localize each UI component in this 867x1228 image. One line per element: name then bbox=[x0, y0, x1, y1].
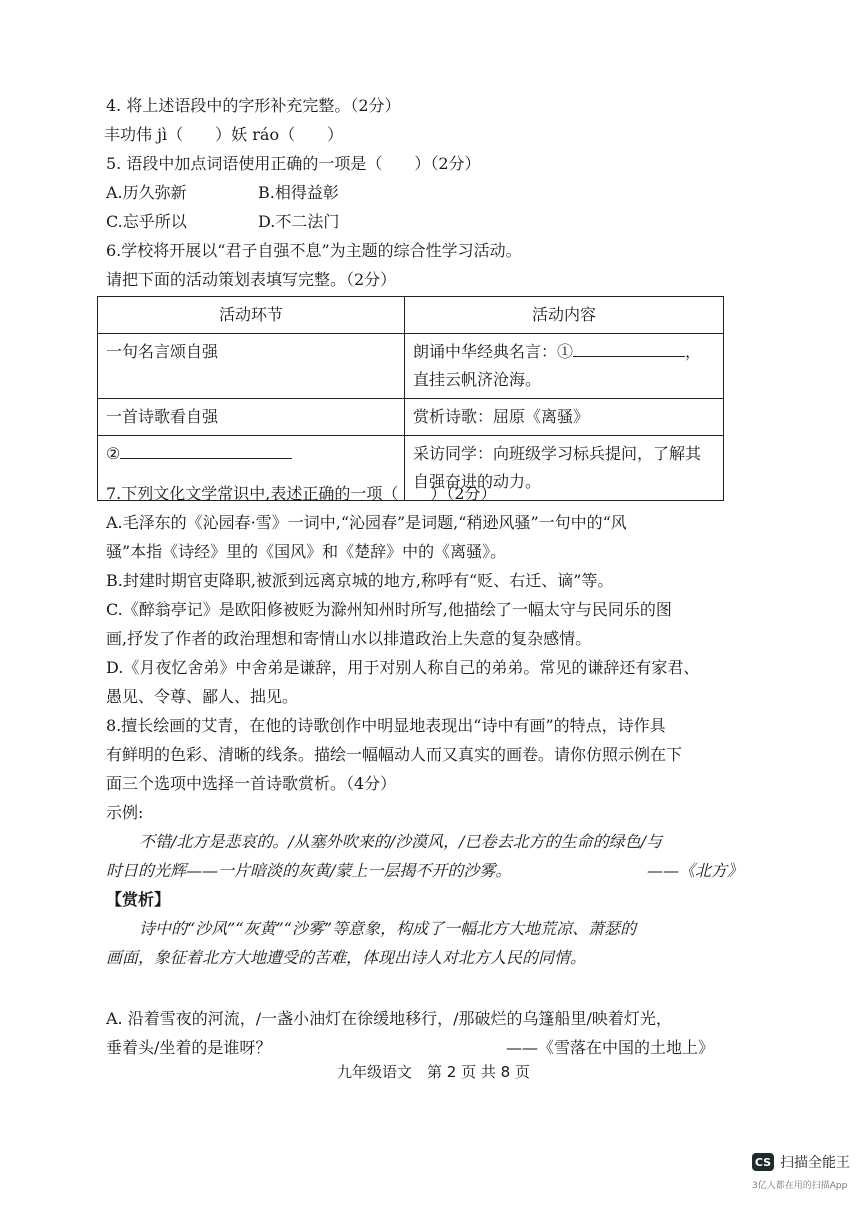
q4-body: 丰功伟 jì（ ）妖 ráo（ ） bbox=[104, 125, 344, 144]
q7-line: 骚”本指《诗经》里的《国风》和《楚辞》中的《离骚》。 bbox=[106, 542, 507, 561]
option-a-line: 垂着头/坐着的是谁呀？ bbox=[106, 1038, 272, 1057]
table-cell-text: ， bbox=[685, 342, 702, 361]
example-source: ——《北方》 bbox=[647, 861, 744, 880]
scanner-name: 扫描全能王 bbox=[780, 1155, 850, 1171]
scanner-tagline: 3亿人都在用的扫描App bbox=[752, 1181, 848, 1191]
table-header-stage: 活动环节 bbox=[98, 297, 405, 334]
table-cell-text: 自强奋进的动力。 bbox=[413, 472, 542, 491]
option-a-source: ——《雪落在中国的土地上》 bbox=[506, 1038, 715, 1057]
q8-line: 面三个选项中选择一首诗歌赏析。（4分） bbox=[106, 774, 397, 793]
q7-line: 愚见、令尊、鄙人、拙见。 bbox=[106, 687, 299, 706]
q7-line: 画,抒发了作者的政治理想和寄情山水以排遣政治上失意的复杂感情。 bbox=[106, 629, 592, 648]
activity-plan-table bbox=[97, 296, 724, 501]
q5-option-b: B.相得益彰 bbox=[258, 183, 339, 202]
q7-line: B.封建时期官吏降职,被派到远离京城的地方,称呼有“贬、右迁、谪”等。 bbox=[106, 571, 614, 590]
example-label: 示例: bbox=[106, 803, 144, 822]
table-cell-text: 朗诵中华经典名言：① bbox=[413, 342, 574, 361]
q5-option-a: A.历久弥新 bbox=[106, 183, 187, 202]
example-poem-line: 时日的光辉——一片暗淡的灰黄/蒙上一层揭不开的沙雾。 bbox=[106, 861, 512, 880]
q7-line: A.毛泽东的《沁园春·雪》一词中,“沁园春”是词题,“稍逊风骚”一句中的“风 bbox=[106, 513, 627, 532]
scanner-badge-icon: CS bbox=[752, 1153, 774, 1171]
q8-line: 有鲜明的色彩、清晰的线条。描绘一幅幅动人而又真实的画卷。请你仿照示例在下 bbox=[106, 745, 683, 764]
table-header-row bbox=[98, 297, 724, 334]
q5-option-c: C.忘乎所以 bbox=[106, 212, 187, 231]
table-cell-stage: 一首诗歌看自强 bbox=[98, 399, 405, 436]
q7-title: 7.下列文化文学常识中,表述正确的一项（ ）（2分） bbox=[106, 484, 497, 503]
table-row bbox=[98, 399, 724, 436]
scanner-logo bbox=[752, 1152, 850, 1172]
option-a-line: A. 沿着雪夜的河流，/一盏小油灯在徐缓地移行，/那破烂的乌篷船里/映着灯光， bbox=[106, 1009, 672, 1028]
q7-line: D.《月夜忆舍弟》中舍弟是谦辞，用于对别人称自己的弟弟。常见的谦辞还有家君、 bbox=[106, 658, 700, 677]
analysis-label: 【赏析】 bbox=[106, 890, 171, 909]
table-cell-content bbox=[405, 334, 724, 399]
table-header-content: 活动内容 bbox=[405, 297, 724, 334]
table-cell-text: ② bbox=[106, 444, 121, 463]
table-cell-stage: 一句名言颂自强 bbox=[98, 334, 405, 399]
table-cell-content: 赏析诗歌：屈原《离骚》 bbox=[405, 399, 724, 436]
q6-instruction: 请把下面的活动策划表填写完整。（2分） bbox=[106, 270, 397, 289]
analysis-line: 画面，象征着北方大地遭受的苦难，体现出诗人对北方人民的同情。 bbox=[106, 948, 587, 967]
table-cell-text: 直挂云帆济沧海。 bbox=[413, 370, 542, 389]
table-cell-text: 采访同学：向班级学习标兵提问，了解其 bbox=[413, 444, 702, 463]
example-poem-line: 不错/北方是悲哀的。/从塞外吹来的/沙漠风，/已卷去北方的生命的绿色/与 bbox=[139, 832, 662, 851]
table-row bbox=[98, 334, 724, 399]
q6-title: 6.学校将开展以“君子自强不息”为主题的综合性学习活动。 bbox=[106, 241, 522, 260]
page-footer: 九年级语文 第 2 页 共 8 页 bbox=[337, 1063, 530, 1081]
q8-line: 8.擅长绘画的艾青，在他的诗歌创作中明显地表现出“诗中有画”的特点，诗作具 bbox=[106, 716, 666, 735]
answer-blank-2[interactable] bbox=[120, 440, 292, 459]
analysis-line: 诗中的“沙风”“灰黄”“沙雾”等意象，构成了一幅北方大地荒凉、萧瑟的 bbox=[139, 919, 637, 938]
q5-title: 5. 语段中加点词语使用正确的一项是（ ）（2分） bbox=[106, 154, 481, 173]
answer-blank-1[interactable] bbox=[573, 338, 685, 357]
q5-option-d: D.不二法门 bbox=[258, 212, 340, 231]
q4-title: 4. 将上述语段中的字形补充完整。（2分） bbox=[106, 96, 401, 115]
q7-line: C.《醉翁亭记》是欧阳修被贬为滁州知州时所写,他描绘了一幅太守与民同乐的图 bbox=[106, 600, 672, 619]
